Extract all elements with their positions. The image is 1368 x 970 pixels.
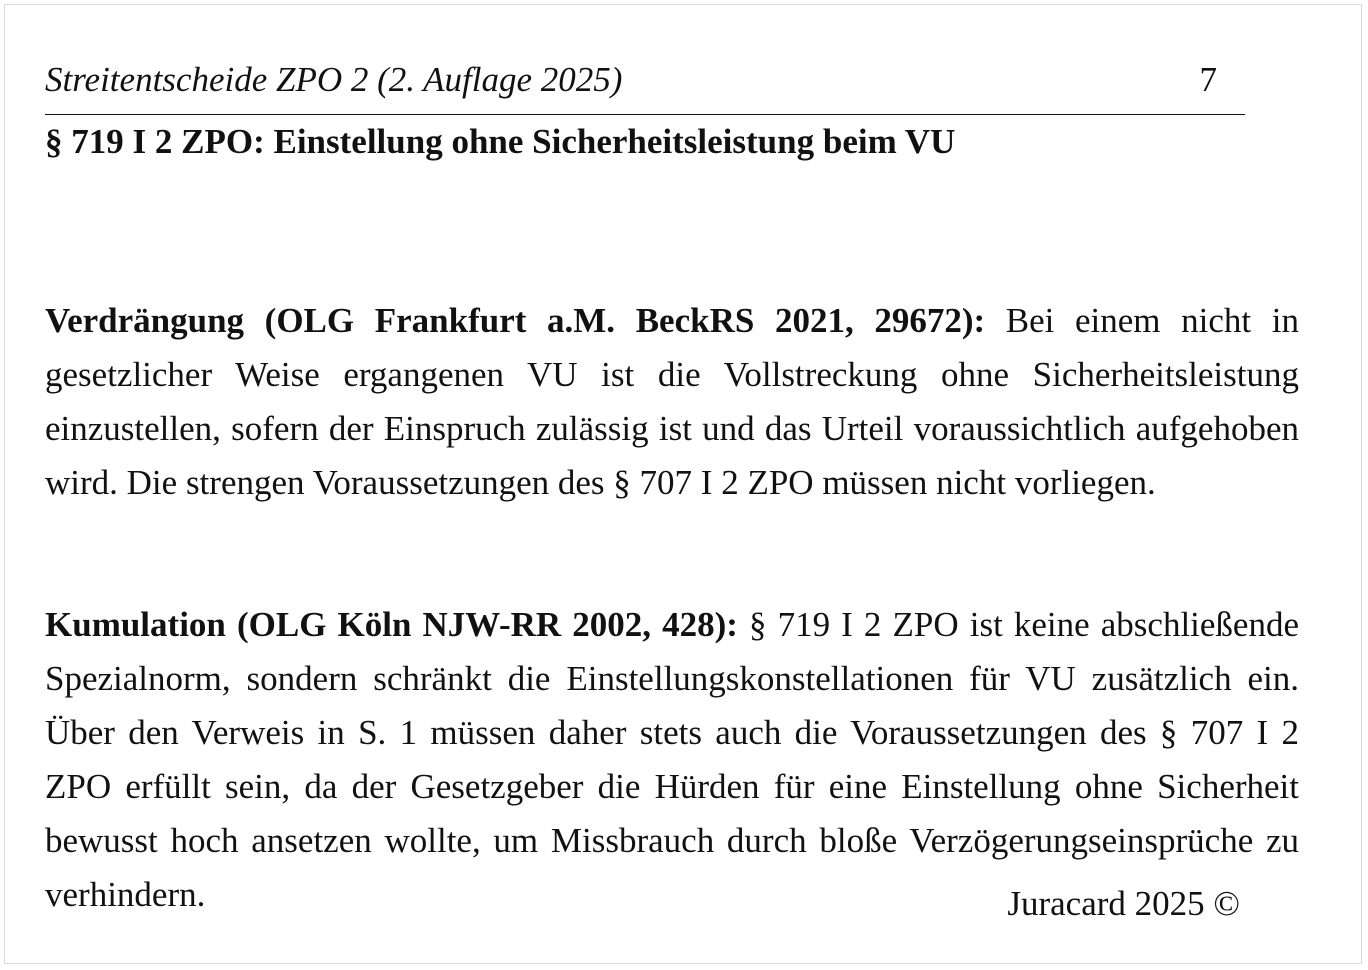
entry-label: Kumulation (OLG Köln NJW-RR 2002, 428):	[45, 605, 738, 644]
page-header	[45, 52, 1245, 115]
entry-paragraph-kumulation	[45, 598, 1299, 922]
copyright-notice: Juracard 2025 ©	[1007, 884, 1240, 923]
card-title: § 719 I 2 ZPO: Einstellung ohne Sicherheitsleistung beim VU	[45, 122, 956, 161]
book-title: Streitentscheide ZPO 2 (2. Auflage 2025)	[45, 60, 623, 99]
entry-label: Verdrängung (OLG Frankfurt a.M. BeckRS 2021, 29672):	[45, 301, 986, 340]
entry-text: § 719 I 2 ZPO ist keine abschließende Spezialnorm, sondern schränkt die Einstellungskonstellationen für VU zusätzlich ein. Über den Verweis in S. 1 müssen daher stets auch die Voraussetzungen des § 707 I 2 ZPO erfüllt sein, da der Gesetzgeber die Hürden für eine Einstellung ohne Sicherheit bewusst hoch ansetzen wollte, um Missbrauch durch bloße Verzögerungseinsprüche zu verhindern.	[45, 605, 1299, 914]
entry-text: Bei einem nicht in gesetzlicher Weise ergangenen VU ist die Vollstreckung ohne Sicherheitsleistung einzustellen, sofern der Einspruch zulässig ist und das Urteil voraussichtlich aufgehoben wird. Die strengen Voraussetzungen des § 707 I 2 ZPO müssen nicht vorliegen.	[45, 301, 1300, 502]
page-number: 7	[1199, 60, 1217, 99]
entry-paragraph-verdraengung	[45, 294, 1299, 510]
